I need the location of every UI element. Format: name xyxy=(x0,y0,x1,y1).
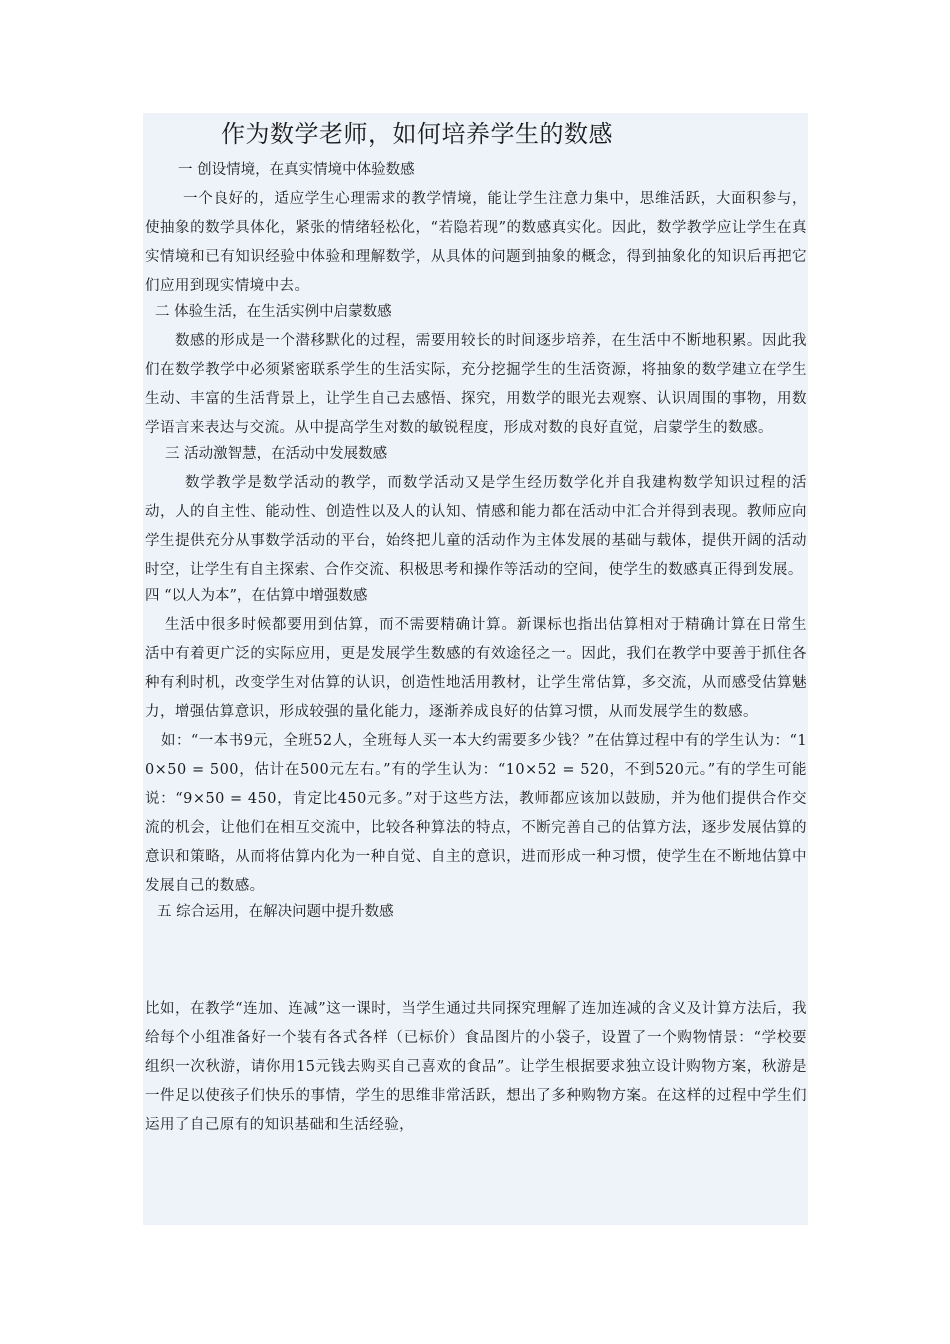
section-heading-2: 二 体验生活，在生活实例中启蒙数感 xyxy=(155,304,392,320)
section-heading-5: 五 综合运用，在解决问题中提升数感 xyxy=(157,904,394,920)
section-5-paragraph: 比如，在教学“连加、连减”这一课时，当学生通过共同探究理解了连加连减的含义及计算方法后，我给每个小组准备好一个装有各式各样（已标价）食品图片的小袋子，设置了一个购物情景：“学校要组织一次秋游，请你用15元钱去购买自己喜欢的食品”。让学生根据要求独立设计购物方案，秋游是一件足以使孩子们快乐的事情，学生的思维非常活跃，想出了多种购物方案。在这样的过程中学生们运用了自己原有的知识基础和生活经验， xyxy=(145,1001,807,1133)
section-2-paragraph: 数感的形成是一个潜移默化的过程，需要用较长的时间逐步培养，在生活中不断地积累。因此我们在数学教学中必须紧密联系学生的生活实际，充分挖掘学生的生活资源，将抽象的数学建立在学生生动、丰富的生活背景上，让学生自己去感悟、探究，用数学的眼光去观察、认识周围的事物，用数学语言来表达与交流。从中提高学生对数的敏锐程度，形成对数的良好直觉，启蒙学生的数感。 xyxy=(145,333,807,436)
section-4-paragraph-2: 如：“一本书9元，全班52人，全班每人买一本大约需要多少钱？”在估算过程中有的学生认为：“10×50 = 500，估计在500元左右。”有的学生认为：“10×52 = 520，不到520元。”有的学生可能说：“9×50 = 450，肯定比450元多。”对于这些方法，教师都应该加以鼓励，并为他们提供合作交流的机会，让他们在相互交流中，比较各种算法的特点，不断完善自己的估算方法，逐步发展估算的意识和策略，从而将估算内化为一种自觉、自主的意识，进而形成一种习惯，使学生在不断地估算中发展自己的数感。 xyxy=(145,733,807,894)
document-title: 作为数学老师，如何培养学生的数感 xyxy=(221,120,613,148)
section-3-paragraph: 数学教学是数学活动的教学，而数学活动又是学生经历数学化并自我建构数学知识过程的活动，人的自主性、能动性、创造性以及人的认知、情感和能力都在活动中汇合并得到表现。教师应向学生提供充分从事数学活动的平台，始终把儿童的活动作为主体发展的基础与载体，提供开阔的活动时空，让学生有自主探索、合作交流、积极思考和操作等活动的空间，使学生的数感真正得到发展。 xyxy=(145,475,807,578)
blank-space xyxy=(145,927,807,995)
section-heading-1: 一 创设情境，在真实情境中体验数感 xyxy=(178,162,415,178)
section-1-paragraph: 一个良好的，适应学生心理需求的教学情境，能让学生注意力集中，思维活跃，大面积参与，使抽象的数学具体化，紧张的情绪轻松化，“若隐若现”的数感真实化。因此，数学教学应让学生在真实情境和已有知识经验中体验和理解数学，从具体的问题到抽象的概念，得到抽象化的知识后再把它们应用到现实情境中去。 xyxy=(145,191,807,294)
section-heading-3: 三 活动激智慧，在活动中发展数感 xyxy=(165,446,388,462)
section-heading-4: 四 “以人为本”，在估算中增强数感 xyxy=(145,588,368,604)
section-4-paragraph-1: 生活中很多时候都要用到估算，而不需要精确计算。新课标也指出估算相对于精确计算在日常生活中有着更广泛的实际应用，更是发展学生数感的有效途径之一。因此，我们在教学中要善于抓住各种有利时机，改变学生对估算的认识，创造性地活用教材，让学生常估算，多交流，从而感受估算魅力，增强估算意识，形成较强的量化能力，逐渐养成良好的估算习惯，从而发展学生的数感。 xyxy=(145,617,807,720)
document-body xyxy=(145,113,807,1140)
